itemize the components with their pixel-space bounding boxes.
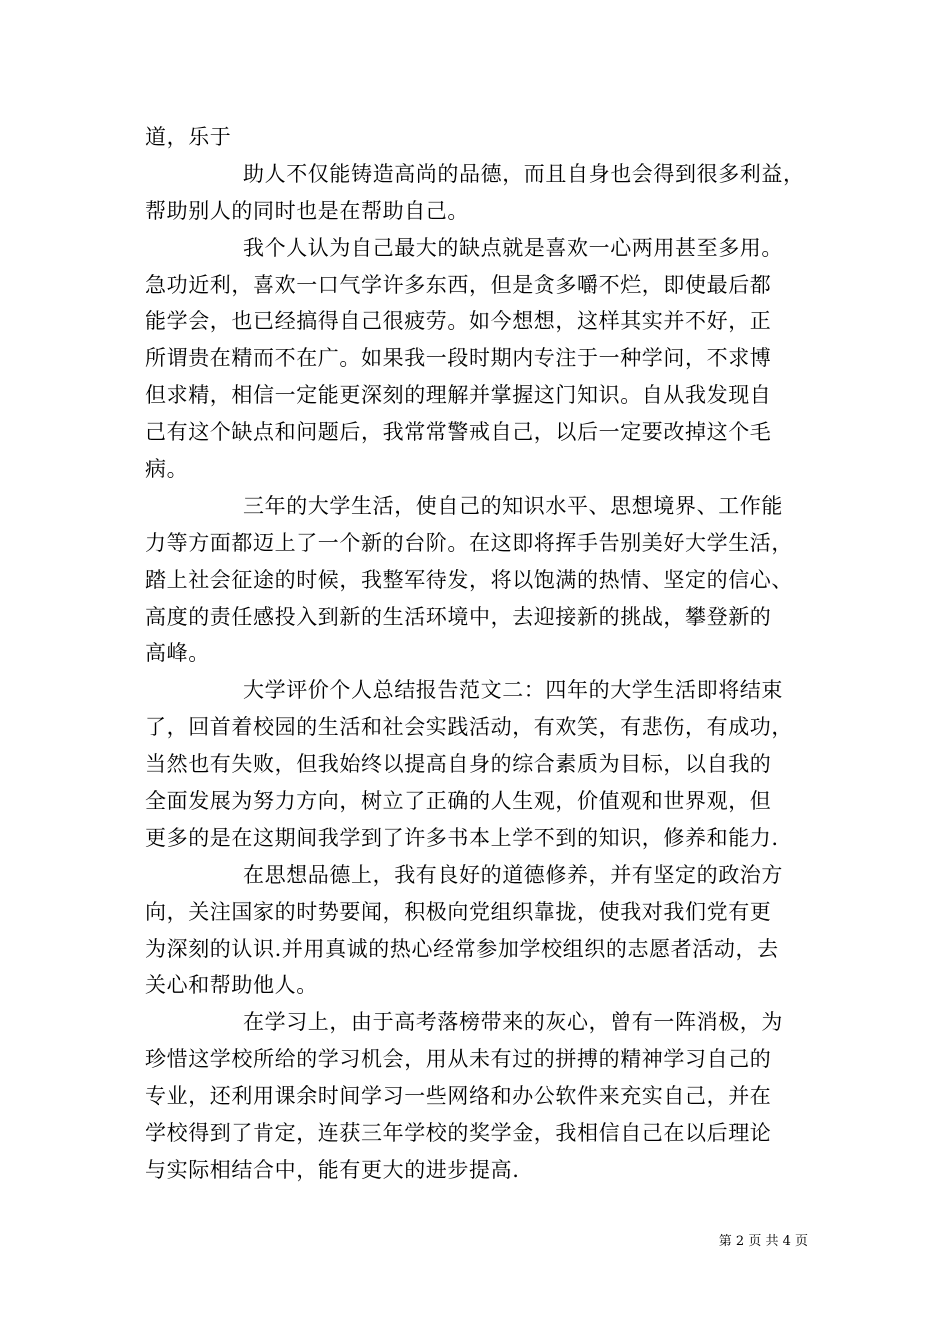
text-line: 与实际相结合中，能有更大的进步提高. [145,1157,520,1182]
text-line: 己有这个缺点和问题后，我常常警戒自己，以后一定要改掉这个毛 [145,420,772,445]
text-line: 助人不仅能铸造高尚的品德，而且自身也会得到很多利益， [243,161,805,186]
text-line: 急功近利，喜欢一口气学许多东西，但是贪多嚼不烂，即使最后都 [145,272,772,297]
text-line: 为深刻的认识.并用真诚的热心经常参加学校组织的志愿者活动，去 [145,936,779,961]
page-number: 第 2 页 共 4 页 [718,1234,808,1249]
text-line: 力等方面都迈上了一个新的台阶。在这即将挥手告别美好大学生活， [145,530,793,555]
text-line: 所谓贵在精而不在广。如果我一段时期内专注于一种学问，不求博 [145,346,772,371]
text-line: 帮助别人的同时也是在帮助自己。 [145,198,469,223]
text-line: 病。 [145,457,189,482]
text-line: 全面发展为努力方向，树立了正确的人生观，价值观和世界观，但 [145,789,772,814]
text-line: 专业，还利用课余时间学习一些网络和办公软件来充实自己，并在 [145,1084,772,1109]
text-line: 我个人认为自己最大的缺点就是喜欢一心两用甚至多用。 [243,235,783,260]
text-line: 向，关注国家的时势要闻，积极向党组织靠拢，使我对我们党有更 [145,899,772,924]
text-line: 在学习上，由于高考落榜带来的灰心，曾有一阵消极，为 [243,1010,783,1035]
text-line: 了，回首着校园的生活和社会实践活动，有欢笑，有悲伤，有成功， [145,715,793,740]
text-line: 珍惜这学校所给的学习机会，用从未有过的拼搏的精神学习自己的 [145,1047,772,1072]
text-line: 三年的大学生活，使自己的知识水平、思想境界、工作能 [243,493,783,518]
text-line: 在思想品德上，我有良好的道德修养，并有坚定的政治方 [243,862,783,887]
text-line: 大学评价个人总结报告范文二：四年的大学生活即将结束 [243,678,783,703]
text-line: 高峰。 [145,641,210,666]
text-line: 高度的责任感投入到新的生活环境中，去迎接新的挑战，攀登新的 [145,604,772,629]
text-line: 更多的是在这期间我学到了许多书本上学不到的知识，修养和能力. [145,825,779,850]
text-line: 关心和帮助他人。 [145,973,318,998]
body-text [145,119,810,1189]
text-line: 学校得到了肯定，连获三年学校的奖学金，我相信自己在以后理论 [145,1121,772,1146]
text-line: 踏上社会征途的时候，我整军待发，将以饱满的热情、坚定的信心、 [145,567,793,592]
text-line: 当然也有失败，但我始终以提高自身的综合素质为目标，以自我的 [145,752,772,777]
text-line: 但求精，相信一定能更深刻的理解并掌握这门知识。自从我发现自 [145,383,772,408]
text-line: 能学会，也已经搞得自己很疲劳。如今想想，这样其实并不好，正 [145,309,772,334]
text-line: 道，乐于 [145,125,232,149]
